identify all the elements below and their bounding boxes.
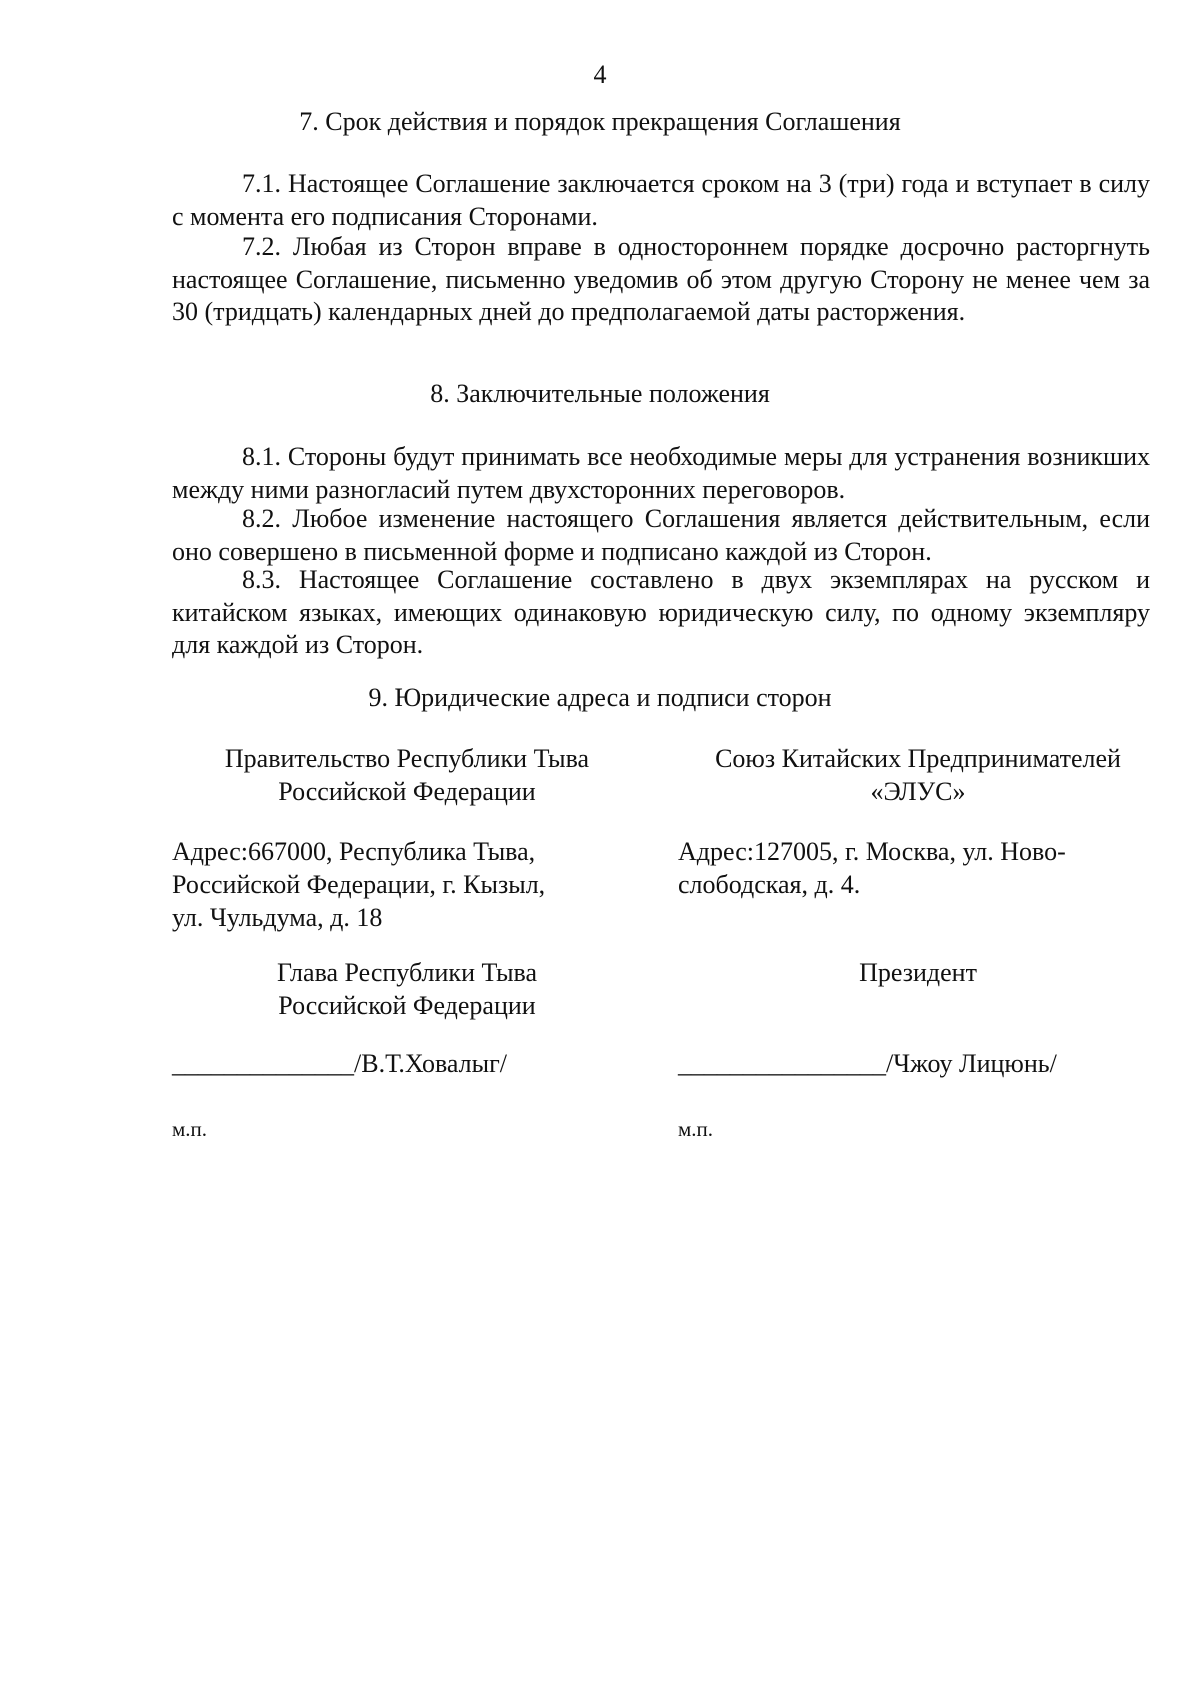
left-party-line-1: Правительство Республики Тыва [224, 744, 590, 773]
right-address-block [678, 835, 1158, 901]
left-party-block [172, 742, 642, 808]
left-title-line-2: Российской Федерации [278, 991, 536, 1020]
section-9-heading: 9. Юридические адреса и подписи сторон [368, 683, 832, 712]
clause-8-3: 8.3. Настоящее Соглашение составлено в двух экземплярах на русском и китайском языках, имеющих одинаковую юридическую силу, по одному экземпляру для каждой из Сторон. [172, 565, 1150, 659]
left-address-line-3: ул. Чульдума, д. 18 [172, 903, 383, 932]
left-address-line-2: Российской Федерации, г. Кызыл, [172, 870, 546, 899]
left-address-block [172, 835, 642, 934]
section-8-heading: 8. Заключительные положения [430, 379, 770, 408]
right-signature-line [678, 1048, 1158, 1080]
left-seal-block [172, 1116, 642, 1142]
right-signature: ________________/Чжоу Лицюнь/ [678, 1049, 1057, 1078]
right-party-block [678, 742, 1158, 808]
left-party-name [172, 742, 642, 808]
clause-8-2: 8.2. Любое изменение настоящего Соглашения является действительным, если оно совершено в письменной форме и подписано каждой из Сторон. [172, 504, 1150, 566]
right-signatory-title: Президент [859, 958, 977, 987]
right-party-line-2: «ЭЛУС» [870, 777, 966, 806]
clause-7-2: 7.2. Любая из Сторон вправе в одностороннем порядке досрочно расторгнуть настоящее Соглашение, письменно уведомив об этом другую Сторону не менее чем за 30 (тридцать) календарных дней до предполагаемой даты расторжения. [172, 232, 1150, 326]
right-party-line-1: Союз Китайских Предпринимателей [715, 744, 1121, 773]
left-signature-line [172, 1048, 642, 1080]
left-seal-mark: м.п. [172, 1117, 208, 1141]
left-title-line-1: Глава Республики Тыва [276, 958, 538, 987]
right-address [678, 835, 1158, 901]
right-address-line-1: Адрес:127005, г. Москва, ул. Ново- [678, 837, 1066, 866]
left-signatory-title-block [172, 956, 642, 1022]
left-signatory-title [172, 956, 642, 1022]
section-7-heading: 7. Срок действия и порядок прекращения Соглашения [299, 107, 901, 136]
right-seal-block [678, 1116, 1158, 1142]
left-signature: ______________/В.Т.Ховалыг/ [172, 1049, 508, 1078]
page-number: 4 [593, 60, 607, 89]
left-address [172, 835, 642, 934]
left-party-line-2: Российской Федерации [278, 777, 536, 806]
right-party-name [678, 742, 1158, 808]
right-address-line-2: слободская, д. 4. [678, 870, 861, 899]
left-address-line-1: Адрес:667000, Республика Тыва, [172, 837, 536, 866]
clause-8-1: 8.1. Стороны будут принимать все необходимые меры для устранения возникших между ними разногласий путем двухсторонних переговоров. [172, 442, 1150, 504]
clause-7-1: 7.1. Настоящее Соглашение заключается сроком на 3 (три) года и вступает в силу с момента его подписания Сторонами. [172, 169, 1150, 231]
right-seal-mark: м.п. [678, 1117, 714, 1141]
right-signatory-title-block [678, 956, 1158, 989]
